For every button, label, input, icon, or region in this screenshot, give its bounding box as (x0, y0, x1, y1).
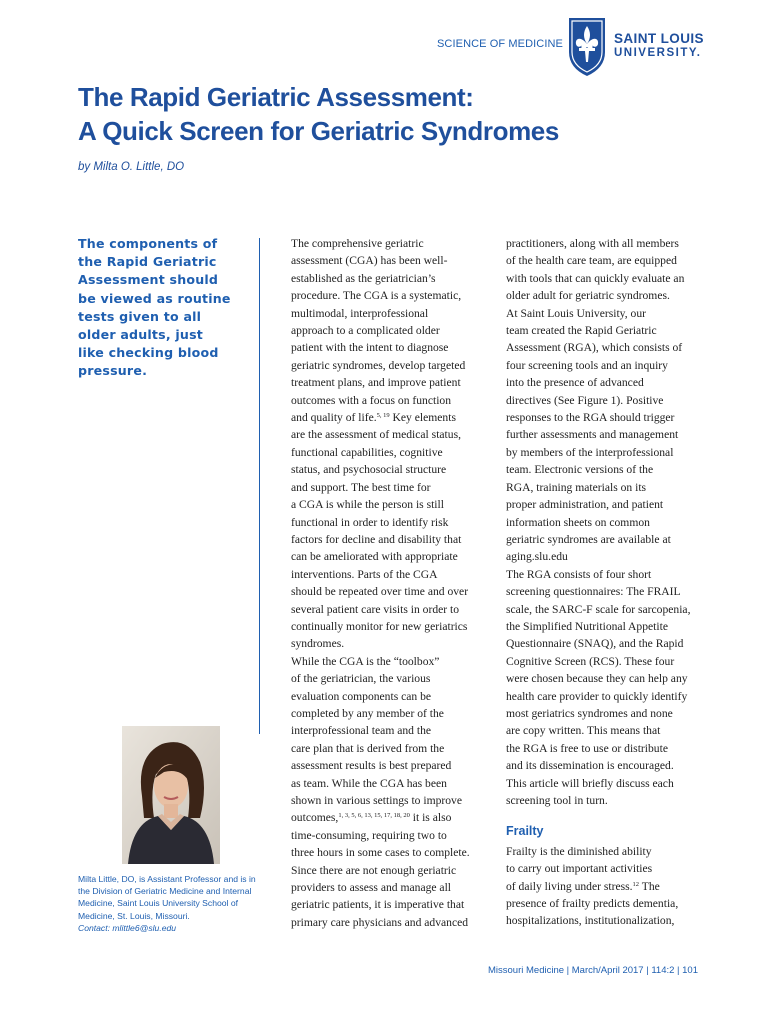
body-line: by members of the interprofessional (506, 445, 674, 459)
body-text: and quality of life. (291, 411, 377, 425)
column-divider (259, 238, 260, 734)
pull-quote-line: The components of (78, 236, 218, 251)
body-line: three hours in some cases to complete. (291, 846, 470, 860)
university-logo (566, 14, 716, 78)
body-line: four screening tools and an inquiry (506, 358, 668, 372)
body-line: shown in various settings to improve (291, 794, 462, 807)
article-title (78, 80, 559, 148)
body-line: multimodal, interprofessional (291, 306, 429, 320)
body-line: Assessment (RGA), which consists of (506, 341, 683, 355)
body-line: procedure. The CGA is a systematic, (291, 289, 462, 303)
body-line: aging.slu.edu (506, 550, 568, 564)
body-line: the Simplified Nutritional Appetite (506, 619, 668, 633)
author-photo (122, 726, 220, 864)
fleur-de-lis-shield-icon (566, 14, 608, 78)
body-line: directives (See Figure 1). Positive (506, 393, 664, 407)
body-line: syndromes. (291, 637, 345, 651)
body-column-2 (506, 235, 711, 930)
body-line-with-citation (291, 809, 491, 826)
article-title-line2: A Quick Screen for Geriatric Syndromes (78, 116, 559, 146)
body-column-1 (291, 235, 491, 931)
byline: by Milta O. Little, DO (78, 161, 185, 173)
pull-quote-line: tests given to all (78, 308, 202, 324)
body-line: team created the Rapid Geriatric (506, 324, 657, 338)
citation-superscript: 1, 3, 5, 6, 13, 15, 17, 18, 20 (338, 812, 410, 820)
body-line: health care provider to quickly identify (506, 689, 688, 703)
body-line: functional capabilities, cognitive (291, 445, 443, 459)
body-line: older adult for geriatric syndromes. (506, 289, 670, 303)
body-line: screening questionnaires: The FRAIL (506, 585, 681, 599)
author-bio-line: Medicine, Saint Louis University School of (78, 898, 239, 909)
body-line: Cognitive Screen (RCS). These four (506, 654, 675, 668)
body-line: patient with the intent to diagnose (291, 341, 449, 355)
body-line: At Saint Louis University, our (506, 306, 646, 320)
body-line: are the assessment of medical status, (291, 428, 461, 442)
body-line: geriatric syndromes, develop targeted (291, 358, 466, 372)
body-line: Frailty is the diminished ability (506, 844, 652, 858)
pull-quote-line: be viewed as routine (78, 290, 231, 306)
body-line: interventions. Parts of the CGA (291, 567, 438, 581)
body-line: The RGA consists of four short (506, 567, 652, 581)
author-bio (78, 873, 278, 934)
body-line: geriatric syndromes are available at (506, 532, 671, 546)
body-text: Key elements (389, 411, 456, 425)
citation-superscript: 12 (632, 880, 640, 888)
body-line: care plan that is derived from the (291, 741, 445, 755)
body-line: This article will briefly discuss each (506, 776, 674, 790)
body-line: While the CGA is the “toolbox” (291, 654, 440, 668)
author-contact: Contact: mlittle6@slu.edu (78, 922, 177, 933)
body-line: practitioners, along with all members (506, 237, 679, 250)
body-line: scale, the SARC-F scale for sarcopenia, (506, 602, 691, 616)
body-line: time-consuming, requiring two to (291, 828, 447, 842)
article-title-line1: The Rapid Geriatric Assessment: (78, 82, 474, 112)
body-line: approach to a complicated older (291, 324, 440, 338)
university-wordmark (614, 32, 704, 60)
body-line: to carry out important activities (506, 862, 653, 876)
body-line: established as the geriatrician’s (291, 271, 436, 285)
citation-superscript: 5, 19 (376, 412, 390, 420)
university-name-line2: UNIVERSITY. (614, 47, 702, 59)
body-line: continually monitor for new geriatrics (291, 619, 468, 633)
body-line: The comprehensive geriatric (291, 237, 424, 250)
page-footer: Missouri Medicine | March/April 2017 | 114:2 | 101 (488, 965, 698, 976)
body-line: functional in order to identify risk (291, 515, 449, 529)
body-line: as team. While the CGA has been (291, 776, 447, 790)
body-line: completed by any member of the (291, 706, 444, 720)
body-line: with tools that can quickly evaluate an (506, 271, 685, 285)
pull-quote-line: pressure. (78, 363, 148, 379)
body-line: geriatric patients, it is imperative that (291, 898, 465, 912)
body-line: the RGA is free to use or distribute (506, 741, 668, 755)
body-line: providers to assess and manage all (291, 881, 452, 895)
body-line: were chosen because they can help any (506, 672, 688, 686)
body-line: should be repeated over time and over (291, 585, 469, 599)
body-line: a CGA is while the person is still (291, 498, 444, 512)
body-line: assessment (CGA) has been well- (291, 254, 448, 268)
body-line: evaluation components can be (291, 689, 432, 703)
body-line: treatment plans, and improve patient (291, 376, 461, 390)
body-line: presence of frailty predicts dementia, (506, 897, 679, 911)
author-bio-line: Medicine, St. Louis, Missouri. (78, 910, 190, 921)
body-line-with-citation (506, 878, 711, 895)
body-line: of the health care team, are equipped (506, 254, 677, 268)
pull-quote-line: Assessment should (78, 272, 219, 288)
body-line: screening tool in turn. (506, 794, 608, 807)
body-line: information sheets on common (506, 515, 650, 529)
section-heading-frailty: Frailty (506, 824, 544, 839)
pull-quote (78, 235, 253, 381)
body-line-with-citation (291, 409, 491, 426)
body-text: The (639, 879, 660, 893)
section-label: SCIENCE OF MEDICINE (437, 38, 563, 50)
body-text: of daily living under stress. (506, 879, 633, 893)
body-line: hospitalizations, institutionalization, (506, 914, 675, 928)
body-line: of the geriatrician, the various (291, 672, 431, 686)
body-line: further assessments and management (506, 428, 679, 442)
body-line: responses to the RGA should trigger (506, 411, 675, 425)
body-line: proper administration, and patient (506, 498, 664, 512)
body-line: Questionnaire (SNAQ), and the Rapid (506, 637, 684, 651)
body-line: team. Electronic versions of the (506, 463, 654, 477)
body-line: can be ameliorated with appropriate (291, 550, 458, 564)
author-bio-line: Milta Little, DO, is Assistant Professor and is in (78, 874, 256, 884)
body-line: assessment results is best prepared (291, 759, 452, 773)
author-bio-line: the Division of Geriatric Medicine and Internal (78, 886, 252, 897)
body-line: factors for decline and disability that (291, 532, 462, 546)
body-line: and support. The best time for (291, 480, 431, 494)
body-line: are copy written. This means that (506, 724, 661, 738)
body-line: primary care physicians and advanced (291, 915, 469, 929)
pull-quote-line: the Rapid Geriatric (78, 254, 217, 270)
body-line: several patient care visits in order to (291, 602, 460, 616)
body-line: Since there are not enough geriatric (291, 863, 457, 877)
body-line: status, and psychosocial structure (291, 463, 447, 477)
body-line: RGA, training materials on its (506, 480, 647, 494)
pull-quote-line: older adults, just (78, 327, 203, 343)
body-line: and its dissemination is encouraged. (506, 759, 674, 773)
pull-quote-line: like checking blood (78, 345, 219, 361)
body-line: outcomes with a focus on function (291, 393, 452, 407)
body-line: interprofessional team and the (291, 724, 432, 738)
body-line: into the presence of advanced (506, 376, 644, 390)
university-name-line1: SAINT LOUIS (614, 31, 704, 46)
body-line: most geriatrics syndromes and none (506, 706, 673, 720)
body-text: outcomes, (291, 811, 339, 825)
body-text: it is also (409, 811, 452, 825)
